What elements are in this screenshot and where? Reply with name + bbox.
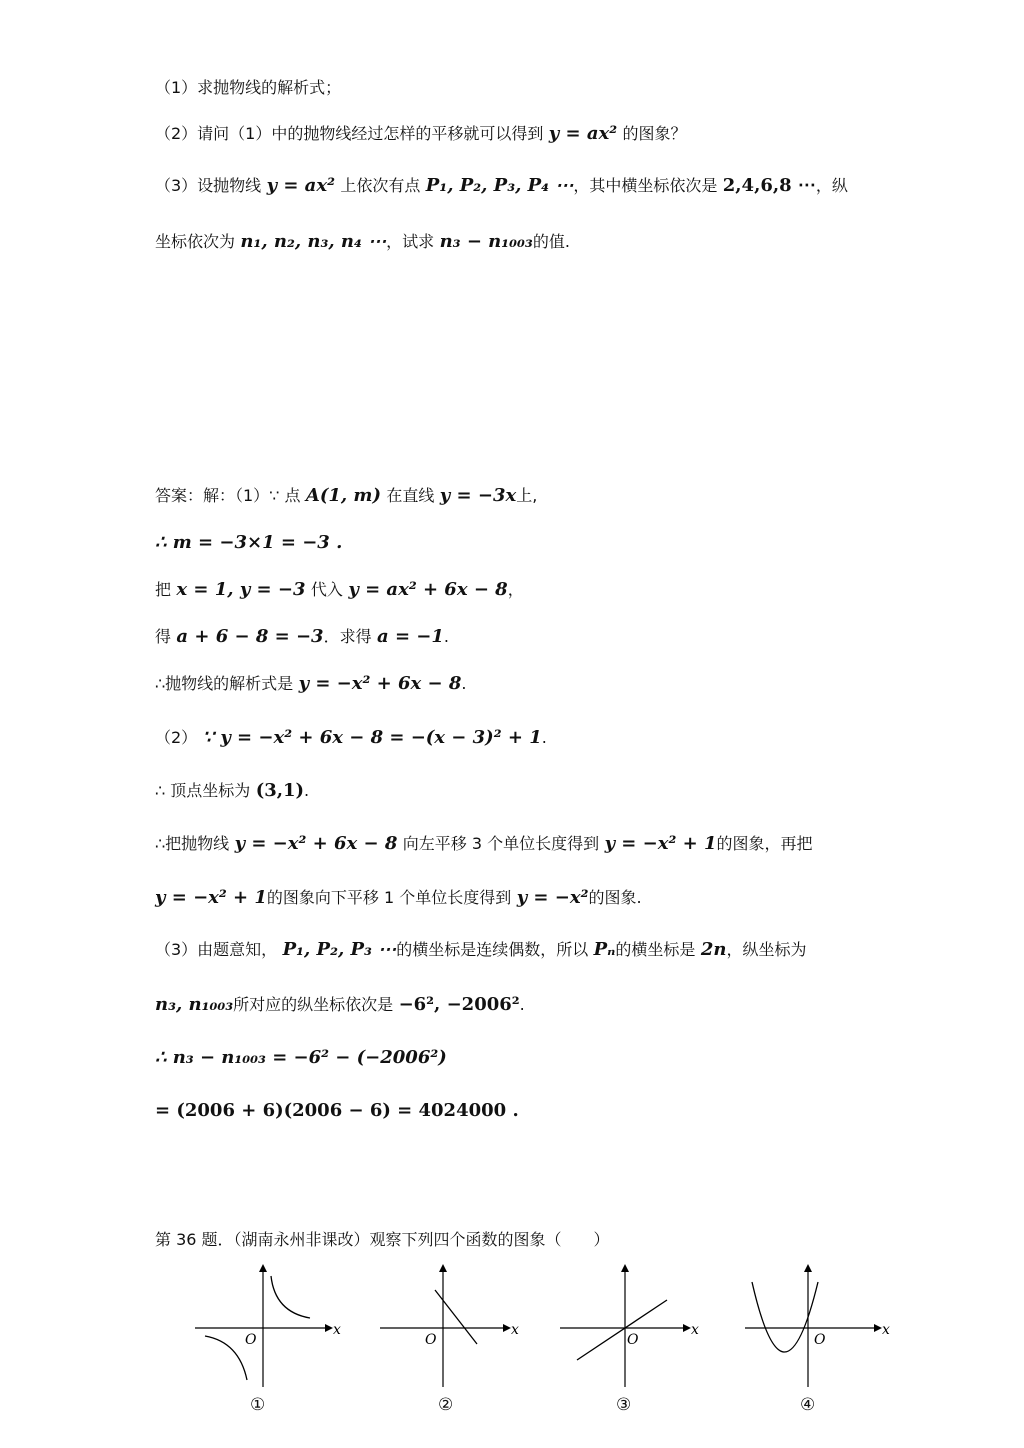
graph-4 <box>740 1262 900 1392</box>
graph-1 <box>195 1262 345 1392</box>
answer-line-4: 得 a + 6 − 8 = −3．求得 a = −1. <box>155 626 449 647</box>
answer-line-1: 答案：解：（1）∵ 点 A(1, m) 在直线 y = −3x上, <box>155 485 538 506</box>
graph-label-2: ② <box>438 1395 454 1415</box>
graph-2 <box>375 1262 525 1392</box>
axis-x-label: x <box>691 1322 699 1338</box>
answer-line-5: ∴抛物线的解析式是 y = −x² + 6x − 8. <box>155 673 467 694</box>
answer-line-8: ∴把抛物线 y = −x² + 6x − 8 向左平移 3 个单位长度得到 y = −x² + 1的图象，再把 <box>155 833 813 854</box>
origin-label: O <box>425 1332 437 1348</box>
q2-equation: y = ax² <box>548 123 618 144</box>
origin-label: O <box>814 1332 826 1348</box>
graph-label-1: ① <box>250 1395 266 1415</box>
graph-label-3: ③ <box>616 1395 632 1415</box>
answer-line-9: y = −x² + 1的图象向下平移 1 个单位长度得到 y = −x²的图象. <box>155 887 642 908</box>
increasing-line <box>577 1300 667 1360</box>
answer-line-3: 把 x = 1, y = −3 代入 y = ax² + 6x − 8， <box>155 579 524 600</box>
q1-line: （1）求抛物线的解析式； <box>155 78 342 97</box>
answer-line-11: n₃, n₁₀₀₃所对应的纵坐标依次是 −6², −2006². <box>155 994 525 1015</box>
answer-line-2: ∴ m = −3×1 = −3 . <box>155 532 343 553</box>
decreasing-line <box>435 1290 477 1344</box>
q36-title: 第 36 题．（湖南永州非课改）观察下列四个函数的图象（ ） <box>155 1230 610 1249</box>
answer-line-13: = (2006 + 6)(2006 − 6) = 4024000 . <box>155 1100 519 1121</box>
origin-label: O <box>627 1332 639 1348</box>
answer-line-7: ∴ 顶点坐标为 (3,1). <box>155 780 310 801</box>
axis-x-label: x <box>511 1322 519 1338</box>
answer-line-10: （3）由题意知， P₁, P₂, P₃ ⋯的横坐标是连续偶数，所以 Pₙ的横坐标是 2n，纵坐标为 <box>155 939 807 960</box>
graph-label-4: ④ <box>800 1395 816 1415</box>
graph-3 <box>555 1262 705 1392</box>
hyperbola-branch-2 <box>205 1336 247 1380</box>
q2-line: （2）请问（1）中的抛物线经过怎样的平移就可以得到 y = ax² 的图象？ <box>155 123 687 144</box>
q3-line-2: 坐标依次为 n₁, n₂, n₃, n₄ ⋯，试求 n₃ − n₁₀₀₃的值. <box>155 231 570 252</box>
axis-x-label: x <box>333 1322 341 1338</box>
q3-line-1: （3）设抛物线 y = ax² 上依次有点 P₁, P₂, P₃, P₄ ⋯，其中横坐标依次是 2,4,6,8 ⋯，纵 <box>155 175 848 196</box>
origin-label: O <box>245 1332 257 1348</box>
answer-line-6: （2） ∵ y = −x² + 6x − 8 = −(x − 3)² + 1. <box>155 727 547 748</box>
axis-x-label: x <box>882 1322 890 1338</box>
answer-line-12: ∴ n₃ − n₁₀₀₃ = −6² − (−2006²) <box>155 1047 447 1068</box>
hyperbola-branch-1 <box>271 1276 310 1318</box>
